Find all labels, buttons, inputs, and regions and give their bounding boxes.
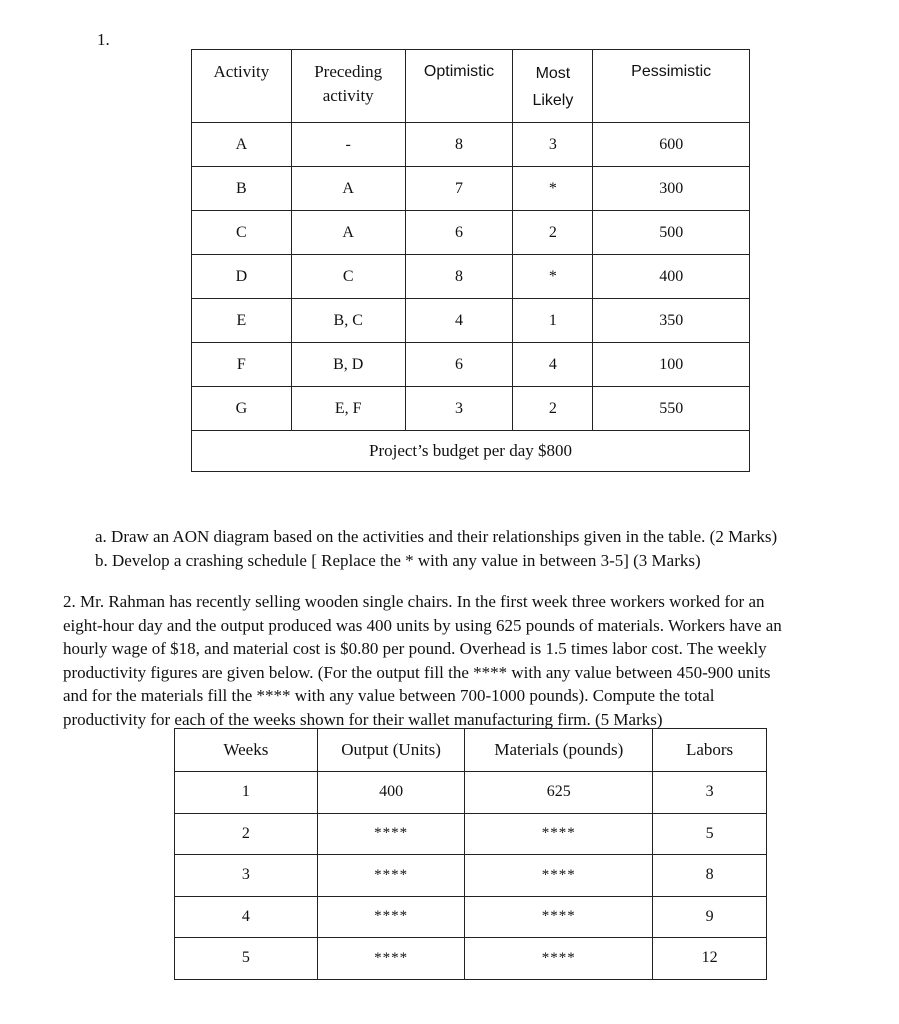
cell-most-likely: *: [513, 167, 593, 211]
cell-labors: 3: [653, 772, 767, 814]
question-2-line: 2. Mr. Rahman has recently selling wooden single chairs. In the first week three workers worked for an: [63, 592, 765, 611]
budget-row: [192, 431, 750, 472]
activity-table-header: [192, 50, 750, 123]
cell-pessimistic: 500: [593, 211, 750, 255]
cell-preceding: A: [291, 167, 405, 211]
cell-most-likely: 2: [513, 211, 593, 255]
table-row: [192, 167, 750, 211]
cell-optimistic: 4: [405, 299, 513, 343]
cell-pessimistic: 550: [593, 387, 750, 431]
question-2-text: [63, 590, 863, 731]
part-b-text: b. Develop a crashing schedule [ Replace the * with any value in between 3-5] (3 Marks): [95, 550, 701, 570]
cell-output: ****: [317, 855, 465, 897]
table-row: [192, 255, 750, 299]
cell-most-likely: 4: [513, 343, 593, 387]
cell-most-likely: 1: [513, 299, 593, 343]
header-output: Output (Units): [317, 729, 465, 772]
cell-materials: ****: [465, 855, 653, 897]
cell-preceding: C: [291, 255, 405, 299]
header-activity: Activity: [192, 50, 292, 123]
cell-optimistic: 6: [405, 211, 513, 255]
cell-pessimistic: 600: [593, 123, 750, 167]
cell-output: ****: [317, 813, 465, 855]
cell-output: 400: [317, 772, 465, 814]
header-labors: Labors: [653, 729, 767, 772]
cell-optimistic: 7: [405, 167, 513, 211]
productivity-table-header: [175, 729, 767, 772]
cell-pessimistic: 350: [593, 299, 750, 343]
table-row: [175, 813, 767, 855]
cell-week: 5: [175, 938, 318, 980]
part-a-text: a. Draw an AON diagram based on the activities and their relationships given in the table. (2 Marks): [95, 527, 778, 546]
cell-most-likely: 2: [513, 387, 593, 431]
table-row: [192, 123, 750, 167]
cell-most-likely: 3: [513, 123, 593, 167]
cell-preceding: E, F: [291, 387, 405, 431]
table-row: [192, 343, 750, 387]
cell-activity: D: [192, 255, 292, 299]
cell-optimistic: 3: [405, 387, 513, 431]
cell-pessimistic: 100: [593, 343, 750, 387]
table-row: [175, 938, 767, 980]
cell-activity: C: [192, 211, 292, 255]
cell-output: ****: [317, 938, 465, 980]
cell-optimistic: 8: [405, 255, 513, 299]
table-row: [192, 299, 750, 343]
cell-pessimistic: 400: [593, 255, 750, 299]
question-2-line: hourly wage of $18, and material cost is $0.80 per pound. Overhead is 1.5 times labor cost. The weekly: [63, 639, 767, 658]
cell-most-likely: *: [513, 255, 593, 299]
cell-week: 1: [175, 772, 318, 814]
header-most-likely: Most Likely: [513, 50, 593, 123]
cell-materials: ****: [465, 813, 653, 855]
cell-activity: E: [192, 299, 292, 343]
cell-activity: B: [192, 167, 292, 211]
cell-preceding: -: [291, 123, 405, 167]
question-2-line: and for the materials fill the **** with any value between 700-1000 pounds). Compute the total: [63, 686, 715, 705]
cell-preceding: B, D: [291, 343, 405, 387]
cell-week: 4: [175, 896, 318, 938]
cell-activity: F: [192, 343, 292, 387]
header-preceding-activity: Preceding activity: [291, 50, 405, 123]
cell-week: 2: [175, 813, 318, 855]
cell-optimistic: 8: [405, 123, 513, 167]
header-optimistic: Optimistic: [405, 50, 513, 123]
table-row: [175, 772, 767, 814]
table-row: [175, 896, 767, 938]
table-row: [175, 855, 767, 897]
productivity-table: [174, 728, 767, 980]
cell-materials: 625: [465, 772, 653, 814]
header-weeks: Weeks: [175, 729, 318, 772]
cell-materials: ****: [465, 938, 653, 980]
cell-activity: A: [192, 123, 292, 167]
activity-table: [191, 49, 750, 472]
question-1-number: 1.: [97, 30, 110, 49]
table-row: [192, 211, 750, 255]
cell-activity: G: [192, 387, 292, 431]
cell-labors: 12: [653, 938, 767, 980]
cell-labors: 8: [653, 855, 767, 897]
project-budget: Project’s budget per day $800: [192, 431, 750, 472]
header-pessimistic: Pessimistic: [593, 50, 750, 123]
table-row: [192, 387, 750, 431]
cell-preceding: B, C: [291, 299, 405, 343]
cell-week: 3: [175, 855, 318, 897]
cell-labors: 9: [653, 896, 767, 938]
question-2-line: productivity for each of the weeks shown for their wallet manufacturing firm. (5 Marks): [63, 709, 663, 729]
question-1-parts: [95, 525, 777, 572]
question-2-line: productivity figures are given below. (For the output fill the **** with any value between 450-900 units: [63, 662, 771, 682]
question-2-line: eight-hour day and the output produced was 400 units by using 625 pounds of materials. Workers have an: [63, 615, 782, 635]
cell-preceding: A: [291, 211, 405, 255]
cell-output: ****: [317, 896, 465, 938]
cell-materials: ****: [465, 896, 653, 938]
cell-labors: 5: [653, 813, 767, 855]
cell-optimistic: 6: [405, 343, 513, 387]
header-materials: Materials (pounds): [465, 729, 653, 772]
cell-pessimistic: 300: [593, 167, 750, 211]
